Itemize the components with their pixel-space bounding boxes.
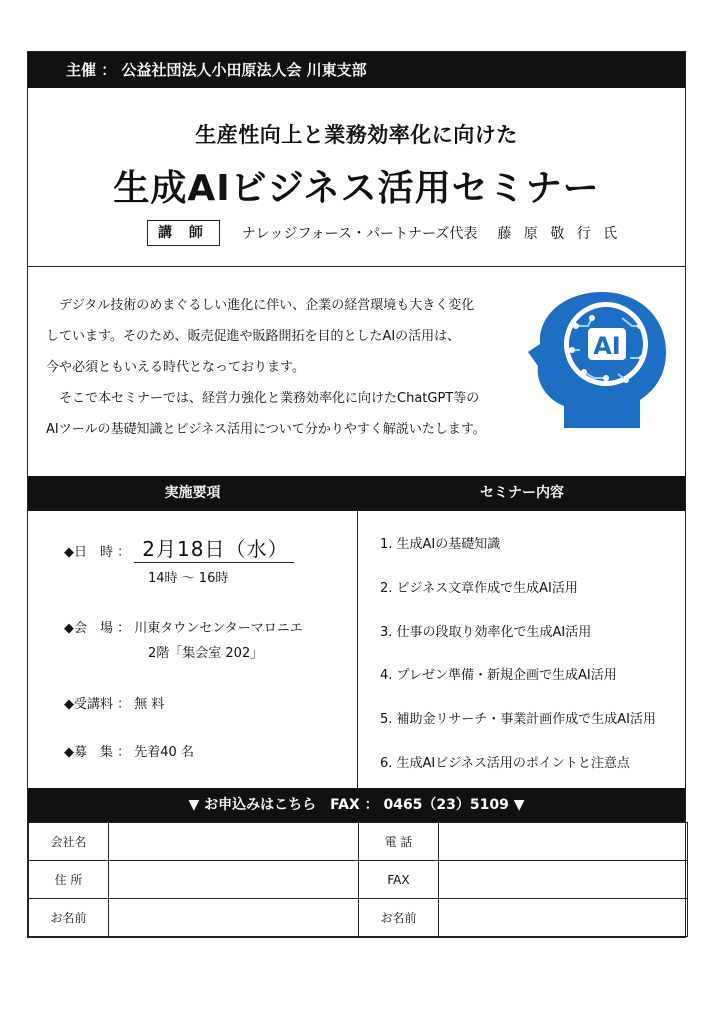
ai-head-icon (522, 288, 672, 438)
content-item: 3. 仕事の段取り効率化で生成AI活用 (380, 625, 592, 640)
organizer-bar: 主催 ： 公益社団法人小田原法人会 川東支部 (28, 52, 685, 88)
date-row (64, 533, 294, 562)
intro-text (46, 290, 506, 445)
application-form (28, 822, 688, 937)
capacity-row (64, 741, 194, 760)
venue-label: ◆会 場 ： (64, 621, 131, 636)
venue-row (64, 617, 303, 636)
seminar-title: 生成AIビジネス活用セミナー (113, 168, 600, 209)
ai-logo-text: AI (593, 332, 621, 360)
intro-line: そこで本セミナーでは、経営力強化と業務効率化に向けたChatGPT等の (46, 391, 480, 406)
company-field[interactable] (109, 823, 359, 861)
fax-field[interactable] (439, 861, 688, 899)
lecturer-name: 藤 原 敬 行 氏 (497, 226, 622, 242)
apply-bar: ▼ お申込みはこちら FAX ： 0465（23）5109 ▼ (28, 788, 685, 822)
seminar-flyer (27, 51, 686, 938)
intro-line: 今や必須ともいえる時代となっております。 (46, 360, 305, 375)
capacity-label: ◆募 集 ： (64, 745, 131, 760)
content-item: 6. 生成AIビジネス活用のポイントと注意点 (380, 756, 630, 771)
subtitle: 生産性向上と業務効率化に向けた (195, 123, 518, 147)
section-header-bar (28, 476, 685, 511)
venue-room: 2階「集会室 202」 (148, 646, 264, 661)
divider (28, 266, 685, 267)
date-value: 2月18日（水） (134, 537, 294, 563)
company-label: 会社名 (29, 823, 109, 861)
intro-line: しています。そのため、販売促進や販路開拓を目的としたAIの活用は、 (46, 329, 461, 344)
address-field[interactable] (109, 861, 359, 899)
fee-row (64, 693, 164, 712)
time-value: 14時 ～ 16時 (148, 571, 229, 586)
intro-line: デジタル技術のめまぐるしい進化に伴い、企業の経営環境も大きく変化 (46, 298, 475, 313)
form-row (29, 861, 688, 899)
contents-header: セミナー内容 (480, 485, 564, 501)
lecturer-organization: ナレッジフォース・パートナーズ代表 (241, 226, 478, 242)
form-row (29, 823, 688, 861)
phone-field[interactable] (439, 823, 688, 861)
venue-value: 川東タウンセンターマロニエ (134, 621, 303, 636)
name-label-right: お名前 (359, 899, 439, 937)
lecturer-row (147, 219, 621, 247)
name-field-left[interactable] (109, 899, 359, 937)
details-header: 実施要項 (164, 485, 221, 501)
content-item: 4. プレゼン準備・新規企画で生成AI活用 (380, 668, 617, 683)
lecturer-label: 講 師 (147, 220, 220, 246)
name-label-left: お名前 (29, 899, 109, 937)
content-item: 5. 補助金リサーチ・事業計画作成で生成AI活用 (380, 712, 657, 727)
content-item: 2. ビジネス文章作成で生成AI活用 (380, 581, 578, 596)
phone-label: 電 話 (359, 823, 439, 861)
intro-line: AIツールの基礎知識とビジネス活用について分かりやすく解説いたします。 (46, 422, 486, 437)
form-row (29, 899, 688, 937)
capacity-value: 先着40 名 (134, 745, 194, 760)
date-label: ◆日 時 ： (64, 545, 131, 560)
column-divider (357, 511, 358, 788)
content-item: 1. 生成AIの基礎知識 (380, 537, 501, 552)
address-label: 住 所 (29, 861, 109, 899)
name-field-right[interactable] (439, 899, 688, 937)
fax-label: FAX (359, 861, 439, 899)
fee-value: 無 料 (134, 697, 165, 712)
fee-label: ◆受講料 ： (64, 697, 131, 712)
